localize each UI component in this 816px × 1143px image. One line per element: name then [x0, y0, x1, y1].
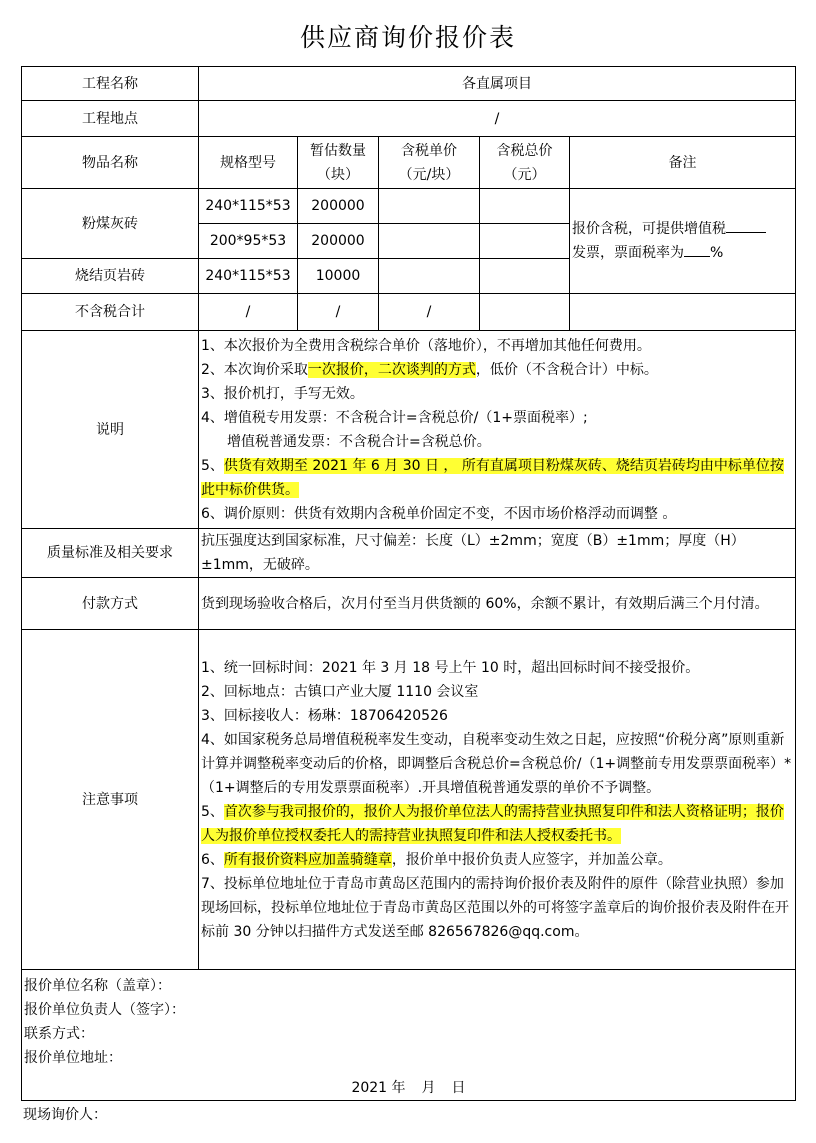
col-total-price-line2: （元）	[503, 166, 546, 183]
note-1: 1、本次报价为全费用含税综合单价（落地价），不再增加其他任何费用。	[201, 337, 651, 354]
note-2-highlight: 一次报价，二次谈判的方式	[307, 361, 476, 378]
attention-6-b: ，报价单中报价负责人应签字，并加盖公章。	[391, 851, 672, 868]
footer-signature-block	[22, 970, 796, 1101]
col-unit-price	[379, 137, 480, 189]
attention-6-a: 6、	[201, 851, 224, 868]
col-item-name: 物品名称	[22, 137, 199, 189]
page-title: 供应商询价报价表	[299, 23, 516, 52]
project-location-value[interactable]: /	[199, 101, 796, 137]
quality-label: 质量标准及相关要求	[22, 529, 199, 578]
attention-7: 7、投标单位地址位于青岛市黄岛区范围内的需持询价报价表及附件的原件（除营业执照）参加现场回标，投标单位地址位于青岛市黄岛区范围以外的可将签字盖章后的询价报价表及附件在开标前 30 分钟以扫描件方式发送至邮 826567826@qq.com。	[201, 875, 789, 940]
unit-price-input[interactable]	[379, 224, 480, 259]
subtotal-qty: /	[298, 294, 379, 331]
attention-content	[199, 630, 796, 970]
note-6: 6、调价原则：供货有效期内含税单价固定不变，不因市场价格浮动而调整 。	[201, 505, 677, 522]
date-month: 月	[421, 1080, 436, 1096]
attention-3: 3、回标接收人：杨琳：18706420526	[201, 707, 448, 724]
note-4: 4、增值税专用发票：不含税合计=含税总价/（1+票面税率）;	[201, 409, 588, 426]
subtotal-total-input[interactable]	[480, 294, 570, 331]
tax-rate-blank[interactable]	[684, 242, 710, 257]
attention-5-highlight: 首次参与我司报价的，报价人为报价单位法人的需持营业执照复印件和法人资格证明；报价人为报价单位授权委托人的需持营业执照复印件和法人授权委托书。	[201, 803, 784, 844]
col-quantity	[298, 137, 379, 189]
total-price-input[interactable]	[480, 224, 570, 259]
project-name-value[interactable]: 各直属项目	[199, 67, 796, 101]
col-unit-price-line2: （元/块）	[398, 166, 460, 183]
col-unit-price-line1: 含税单价	[401, 142, 457, 159]
col-spec: 规格型号	[199, 137, 298, 189]
total-price-input[interactable]	[480, 189, 570, 224]
note-5-a: 5、	[201, 457, 224, 474]
notes-content	[199, 331, 796, 529]
item-quantity: 200000	[298, 189, 379, 224]
quality-text: 抗压强度达到国家标准，尺寸偏差：长度（L）±2mm；宽度（B）±1mm；厚度（H）±1mm，无破碎。	[199, 529, 796, 578]
attention-4: 4、如国家税务总局增值税税率发生变动，自税率变动生效之日起，应按照“价税分离”原则重新计算并调整税率变动后的价格，即调整后含税总价=含税总价/（1+调整前专用发票票面税率）*（1+调整后的专用发票票面税率）.开具增值税普通发票的单价不予调整。	[201, 731, 792, 796]
note-5	[201, 454, 793, 502]
note-4-b: 增值税普通发票：不含税合计=含税总价。	[227, 433, 491, 450]
col-total-price	[480, 137, 570, 189]
project-name-label: 工程名称	[22, 67, 199, 101]
remark-line2	[572, 241, 793, 265]
remark-line1	[572, 217, 793, 241]
remark-cell[interactable]	[570, 189, 796, 294]
unit-price-input[interactable]	[379, 189, 480, 224]
quotation-table	[21, 66, 796, 1101]
footer-company-name[interactable]: 报价单位名称（盖章）：	[24, 978, 171, 994]
quality-row	[22, 529, 796, 578]
project-location-row	[22, 101, 796, 137]
attention-1: 1、统一回标时间：2021 年 3 月 18 号上午 10 时，超出回标时间不接受报价。	[201, 659, 700, 676]
payment-row	[22, 578, 796, 630]
project-location-label: 工程地点	[22, 101, 199, 137]
col-total-price-line1: 含税总价	[496, 142, 553, 159]
attention-label: 注意事项	[22, 630, 199, 970]
percent-sign: %	[710, 245, 724, 261]
note-2-a: 2、本次询价采取	[201, 361, 308, 378]
attention-6	[201, 848, 793, 872]
subtotal-row	[22, 294, 796, 331]
item-spec: 240*115*53	[199, 259, 298, 294]
note-2-b: ，低价（不含税合计）中标。	[475, 361, 658, 378]
item-spec: 240*115*53	[199, 189, 298, 224]
item-quantity: 200000	[298, 224, 379, 259]
date-year: 2021 年	[351, 1080, 406, 1096]
subtotal-remark	[570, 294, 796, 331]
subtotal-spec: /	[199, 294, 298, 331]
note-3: 3、报价机打，手写无效。	[201, 385, 364, 402]
footer-row	[22, 970, 796, 1101]
blank-underline[interactable]	[726, 218, 766, 233]
col-quantity-line2: （块）	[317, 166, 359, 183]
item-name-shale-brick: 烧结页岩砖	[22, 259, 199, 294]
footer-date	[24, 1076, 793, 1100]
footer-responsible-person[interactable]: 报价单位负责人（签字）：	[24, 1002, 185, 1018]
subtotal-unit: /	[379, 294, 480, 331]
attention-5-a: 5、	[201, 803, 224, 820]
col-remark: 备注	[570, 137, 796, 189]
payment-label: 付款方式	[22, 578, 199, 630]
total-price-input[interactable]	[480, 259, 570, 294]
item-quantity: 10000	[298, 259, 379, 294]
item-name-fly-ash-brick: 粉煤灰砖	[22, 189, 199, 259]
item-spec: 200*95*53	[199, 224, 298, 259]
date-day: 日	[451, 1080, 466, 1096]
remark-line2-text: 发票，票面税率为	[572, 245, 684, 261]
notes-row	[22, 331, 796, 529]
footer-contact[interactable]: 联系方式：	[24, 1026, 94, 1042]
col-quantity-line1: 暂估数量	[310, 142, 366, 159]
onsite-inquirer: 现场询价人：	[23, 1107, 107, 1123]
attention-2: 2、回标地点：古镇口产业大厦 1110 会议室	[201, 683, 479, 700]
remark-line1-text: 报价含税，可提供增值税	[572, 221, 726, 237]
note-2	[201, 358, 793, 382]
unit-price-input[interactable]	[379, 259, 480, 294]
column-header-row	[22, 137, 796, 189]
notes-label: 说明	[22, 331, 199, 529]
note-5-highlight: 供货有效期至 2021 年 6 月 30 日 ， 所有直属项目粉煤灰砖、烧结页岩砖均由中标单位按此中标价供货。	[201, 457, 784, 498]
attention-5	[201, 800, 793, 848]
table-row	[22, 189, 796, 224]
payment-text: 货到现场验收合格后，次月付至当月供货额的 60%，余额不累计，有效期后满三个月付清。	[199, 578, 796, 630]
footer-address[interactable]: 报价单位地址：	[24, 1050, 122, 1066]
project-name-row	[22, 67, 796, 101]
attention-row	[22, 630, 796, 970]
subtotal-label: 不含税合计	[22, 294, 199, 331]
attention-6-highlight: 所有报价资料应加盖骑缝章	[223, 851, 392, 868]
